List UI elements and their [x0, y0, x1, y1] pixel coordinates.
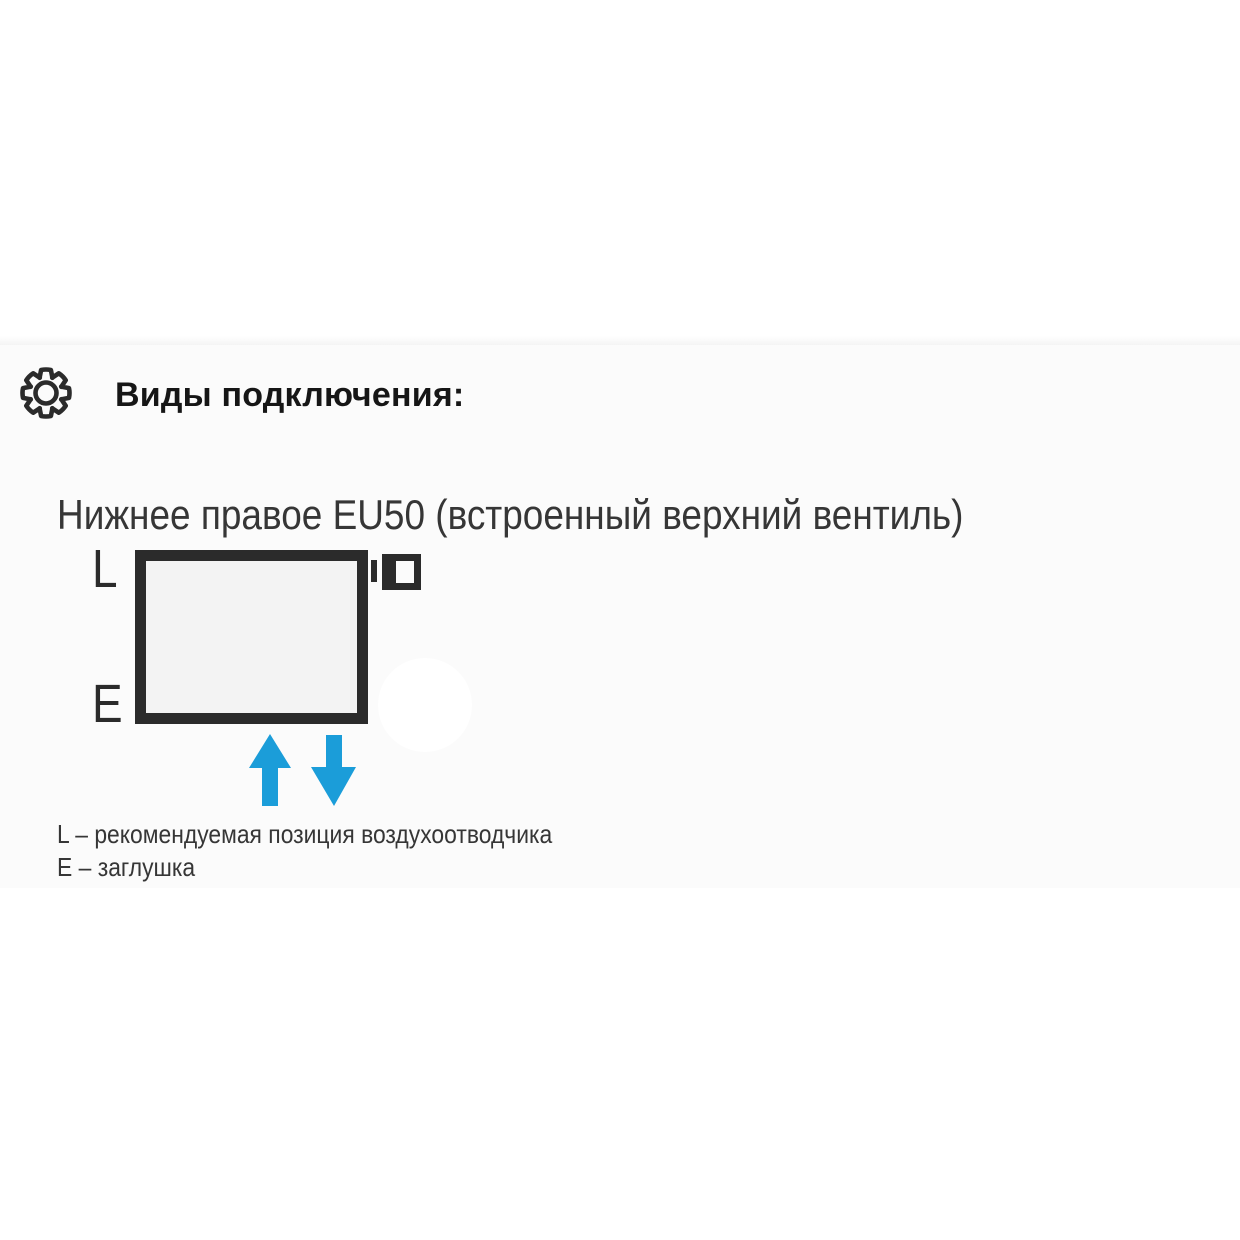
flow-up-arrow-icon	[249, 734, 291, 806]
legend	[57, 818, 620, 884]
valve-connector-icon	[368, 550, 424, 594]
connection-variant-title: Нижнее правое EU50 (встроенный верхний вентиль)	[57, 491, 964, 538]
section-title: Виды подключения:	[115, 376, 465, 414]
section-top-shadow	[0, 336, 1240, 345]
section-header	[0, 345, 1240, 425]
connection-types-section	[0, 345, 1240, 888]
plug-position-label: E	[92, 674, 123, 734]
legend-item-plug: Е – заглушка	[57, 852, 196, 882]
watermark-circle	[378, 658, 472, 752]
gear-icon	[18, 365, 74, 421]
air-vent-position-label: L	[92, 539, 118, 599]
radiator-body	[135, 550, 368, 724]
flow-arrows	[245, 730, 360, 810]
flow-down-arrow-icon	[311, 735, 356, 806]
legend-item-air-vent: L – рекомендуемая позиция воздухоотводчика	[57, 819, 553, 849]
